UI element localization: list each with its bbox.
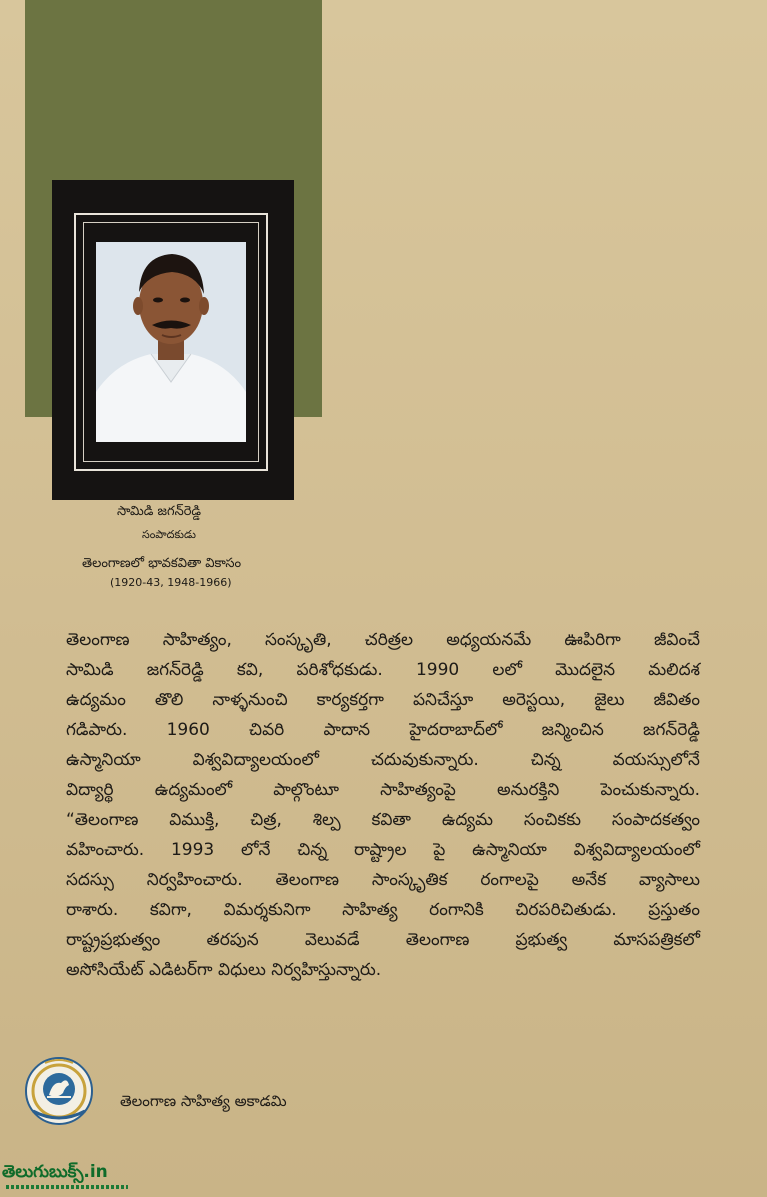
bio-line: ఉస్మానియా విశ్వవిద్యాలయంలో చదువుకున్నారు. చిన్న వయస్సులోనే	[66, 750, 700, 770]
bio-line: “తెలంగాణ విముక్తి, చిత్ర, శిల్ప కవితా ఉద్యమ సంచికకు సంపాదకత్వం	[66, 810, 700, 830]
bio-line: సదస్సు నిర్వహించారు. తెలంగాణ సాంస్కృతిక రంగాలపై అనేక వ్యాసాలు	[66, 870, 700, 890]
publisher-name: తెలంగాణ సాహిత్య అకాడమి	[120, 1092, 287, 1110]
bio-line: వహించారు. 1993 లోనే చిన్న రాష్ట్రాల పై ఉస్మానియా విశ్వవిద్యాలయంలో	[66, 840, 700, 860]
watermark-text: తెలుగుబుక్స్.in	[2, 1162, 108, 1182]
author-portrait-image	[96, 242, 246, 442]
author-role: సంపాదకుడు	[142, 528, 196, 541]
photo-frame	[52, 180, 294, 500]
author-photo	[96, 242, 246, 442]
watermark-underline	[6, 1185, 128, 1189]
book-title: తెలంగాణలో భావకవితా వికాసం	[82, 556, 242, 571]
bio-line: రాశారు. కవిగా, విమర్శకునిగా సాహిత్య రంగానికి చిరపరిచితుడు. ప్రస్తుతం	[66, 900, 700, 920]
bio-line: గడిపారు. 1960 చివరి పాదాన హైదరాబాద్‌లో జన్మించిన జగన్‌రెడ్డి	[66, 720, 700, 740]
bio-line: అసోసియేట్ ఎడిటర్‌గా విధులు నిర్వహిస్తున్నారు.	[66, 960, 382, 980]
bio-line: విద్యార్థి ఉద్యమంలో పాల్గొంటూ సాహిత్యంపై అనురక్తిని పెంచుకున్నారు.	[66, 780, 700, 800]
bio-line: రాష్ట్రప్రభుత్వం తరపున వెలువడే తెలంగాణ ప్రభుత్వ మాసపత్రికలో	[66, 930, 700, 950]
academy-logo-icon	[23, 1055, 95, 1129]
book-years: (1920-43, 1948-1966)	[110, 576, 232, 589]
bio-line: తెలంగాణ సాహిత్యం, సంస్కృతి, చరిత్రల అధ్యయనమే ఊపిరిగా జీవించే	[66, 630, 700, 650]
bio-line: ఉద్యమం తొలి నాళ్ళనుంచి కార్యకర్తగా పనిచేస్తూ అరెస్టయి, జైలు జీవితం	[66, 690, 700, 710]
author-biography	[66, 625, 700, 985]
bio-line: సామిడి జగన్‌రెడ్డి కవి, పరిశోధకుడు. 1990 లలో మొదలైన మలిదశ	[66, 660, 700, 680]
author-name: సామిడి జగన్‌రెడ్డి	[117, 504, 202, 519]
